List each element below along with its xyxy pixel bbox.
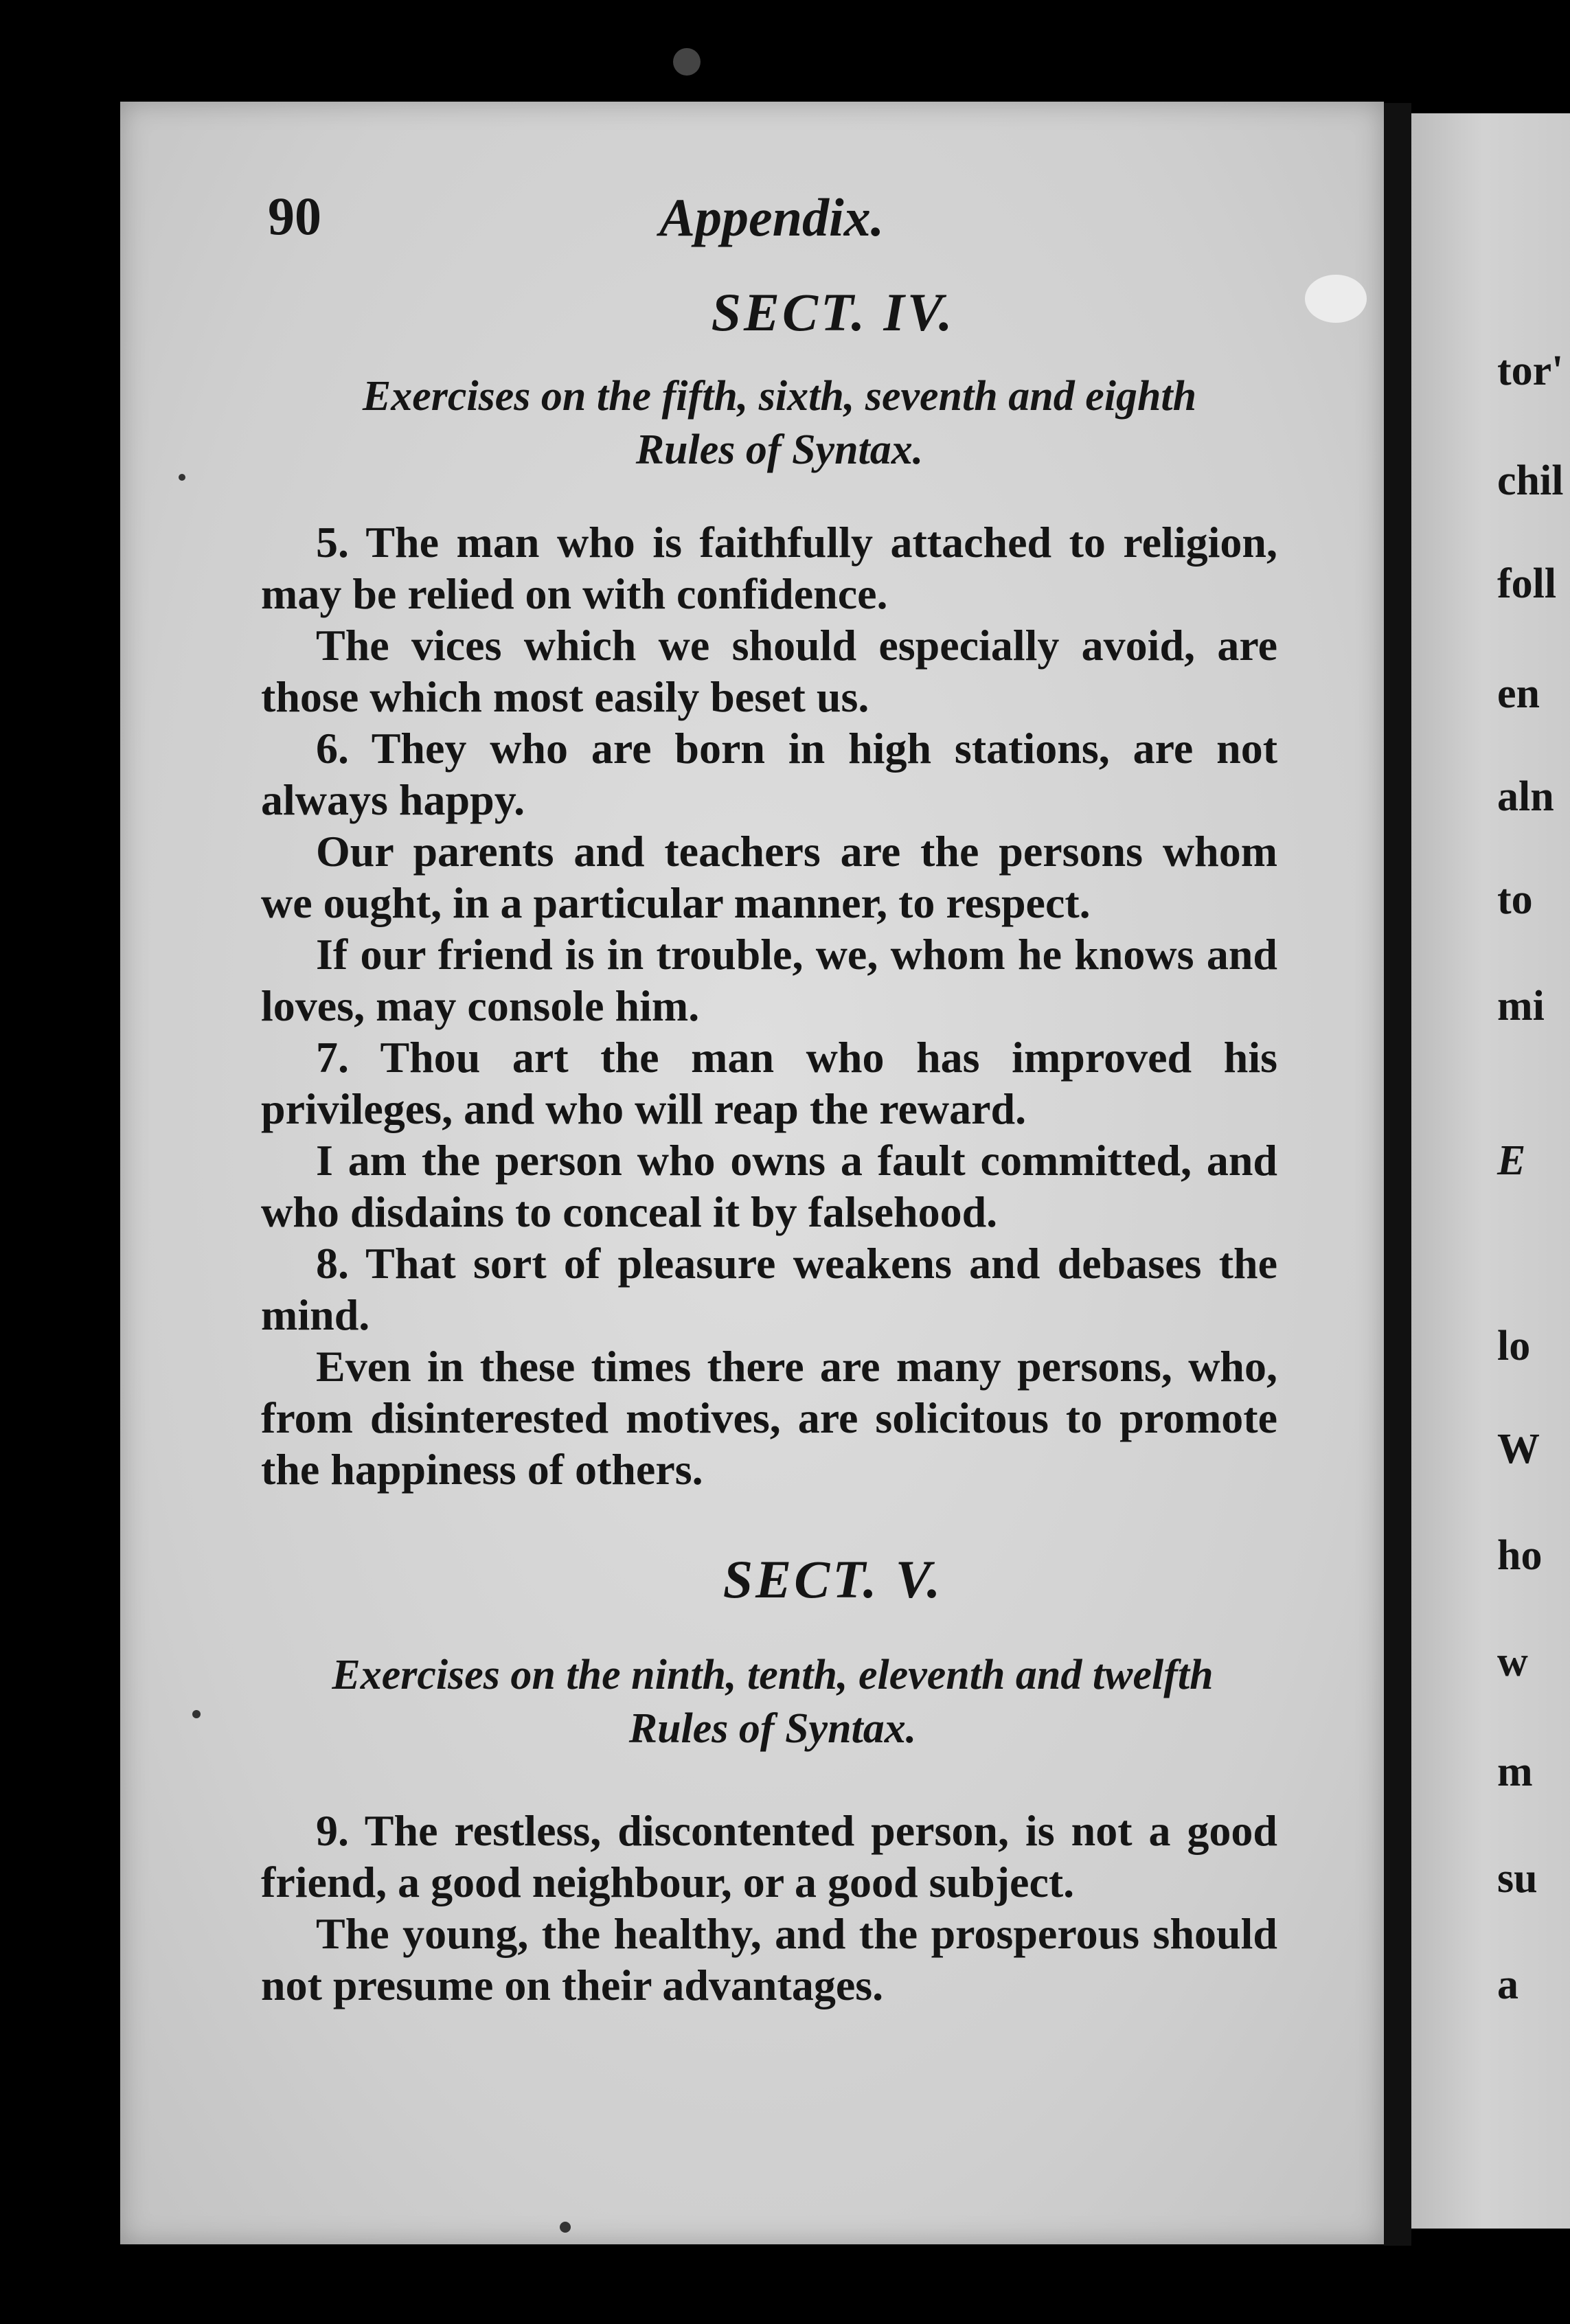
section-v-subheading-line1: Exercises on the ninth, tenth, eleventh and twelfth <box>332 1652 1214 1698</box>
section-v-subheading-line2: Rules of Syntax. <box>628 1705 917 1752</box>
facing-fragment: W <box>1497 1426 1540 1472</box>
paragraph: 9. The restless, discontented person, is not a good friend, a good neighbour, or a good subject. <box>261 1806 1277 1906</box>
book-gutter <box>1384 103 1411 2246</box>
section-v-subheading <box>258 1648 1288 1755</box>
facing-fragment: ho <box>1497 1532 1543 1579</box>
facing-fragment: mi <box>1497 983 1545 1029</box>
section-iv-subheading-line2: Rules of Syntax. <box>635 426 924 473</box>
facing-fragment: chil <box>1497 457 1564 504</box>
facing-fragment: foll <box>1497 560 1557 607</box>
facing-fragment: en <box>1497 670 1540 717</box>
scan-speck <box>673 48 701 76</box>
facing-fragment: aln <box>1497 773 1554 820</box>
facing-fragment: lo <box>1497 1323 1531 1369</box>
facing-page-edge <box>1411 113 1570 2229</box>
section-iv-heading: SECT. IV. <box>711 282 955 342</box>
paragraph: 5. The man who is faithfully attached to religion, may be relied on with confidence. <box>261 518 1277 618</box>
facing-fragment: to <box>1497 876 1533 923</box>
paragraph: The young, the healthy, and the prosperous should not presume on their advantages. <box>261 1909 1277 2009</box>
paragraph: Our parents and teachers are the persons whom we ought, in a particular manner, to respect. <box>261 827 1277 927</box>
section-v-body <box>261 1805 1277 2011</box>
paragraph: I am the person who owns a fault committed, and who disdains to conceal it by falsehood. <box>261 1136 1277 1236</box>
paragraph: Even in these times there are many persons, who, from disinterested motives, are solicitous to promote the happiness of others. <box>261 1342 1277 1494</box>
paragraph: 6. They who are born in high stations, are not always happy. <box>261 724 1277 824</box>
paragraph: 7. Thou art the man who has improved his privileges, and who will reap the reward. <box>261 1033 1277 1133</box>
scan-speck <box>179 474 185 481</box>
facing-fragment: w <box>1497 1639 1528 1685</box>
scan-speck <box>192 1710 201 1718</box>
running-head: Appendix. <box>659 187 885 247</box>
section-iv-subheading <box>271 369 1288 477</box>
facing-fragment: tor' <box>1497 348 1564 394</box>
section-iv-subheading-line1: Exercises on the fifth, sixth, seventh and eighth <box>362 373 1197 420</box>
facing-fragment: a <box>1497 1961 1518 2008</box>
page-number: 90 <box>268 186 321 246</box>
paragraph: If our friend is in trouble, we, whom he knows and loves, may console him. <box>261 930 1277 1030</box>
scan-blemish <box>1305 275 1367 323</box>
scan-speck <box>560 2222 571 2233</box>
section-v-heading: SECT. V. <box>723 1549 944 1609</box>
facing-fragment: su <box>1497 1855 1538 1902</box>
paragraph: The vices which we should especially avoid, are those which most easily beset us. <box>261 621 1277 721</box>
section-iv-body <box>261 516 1277 1495</box>
paragraph: 8. That sort of pleasure weakens and debases the mind. <box>261 1239 1277 1339</box>
facing-fragment: E <box>1497 1137 1526 1184</box>
facing-fragment: m <box>1497 1748 1533 1795</box>
